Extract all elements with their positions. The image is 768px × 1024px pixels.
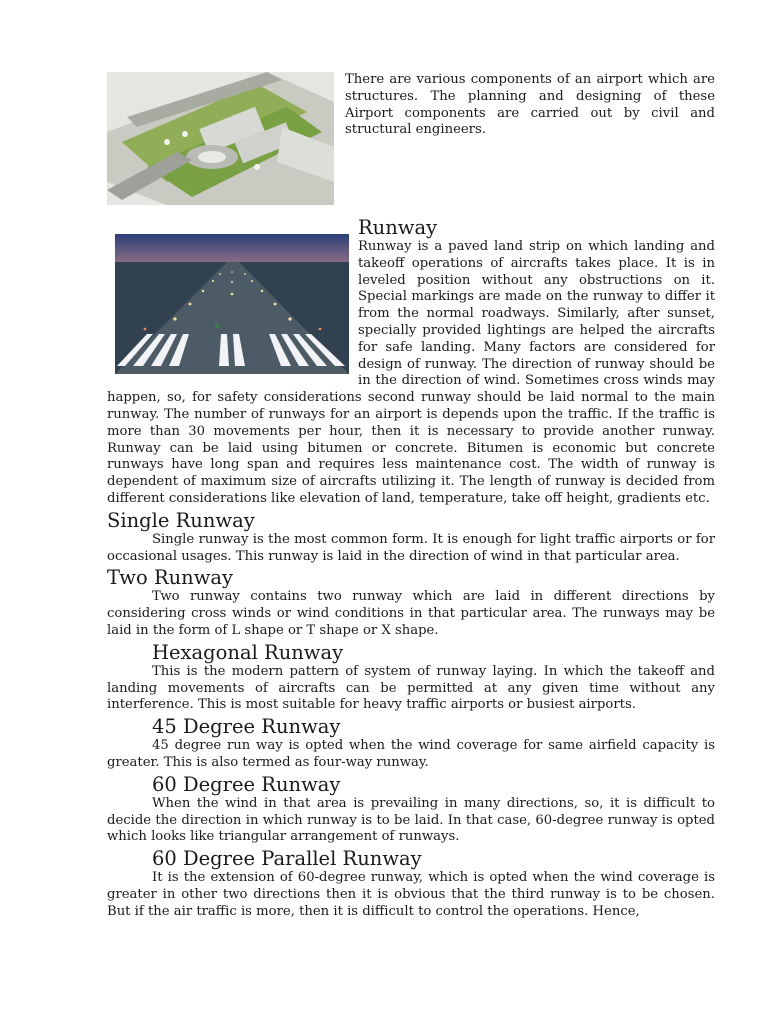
60-degree-parallel-runway-section xyxy=(107,847,715,920)
two-runway-section xyxy=(107,566,715,639)
45-degree-runway-paragraph: 45 degree run way is opted when the wind coverage for same airfield capacity is greater. This is also termed as four-way runway. xyxy=(107,738,715,770)
single-runway-heading: Single Runway xyxy=(107,508,255,532)
60-degree-runway-paragraph: When the wind in that area is prevailing in many directions, so, it is difficult to decide the direction in which runway is to be laid. In that case, 60-degree runway is opted which looks like triangular arrangement of runways. xyxy=(107,795,715,845)
60-degree-runway-heading: 60 Degree Runway xyxy=(152,772,341,796)
airport-model-image xyxy=(107,72,334,205)
60-degree-parallel-runway-heading: 60 Degree Parallel Runway xyxy=(152,847,422,871)
hexagonal-runway-section xyxy=(107,641,715,714)
runway-section xyxy=(107,216,715,508)
60-degree-parallel-runway-paragraph: It is the extension of 60-degree runway, which is opted when the wind coverage is greater in other two directions then it is obvious that the third runway is to be chosen. But if the air traffic is more, then it is difficult to control the operations. Hence, xyxy=(107,870,715,919)
45-degree-runway-heading: 45 Degree Runway xyxy=(152,715,341,739)
document-page xyxy=(107,72,715,921)
single-runway-paragraph: Single runway is the most common form. It is enough for light traffic airports or for occasional usages. This runway is laid in the direction of wind in that particular area. xyxy=(107,531,715,564)
two-runway-heading: Two Runway xyxy=(107,566,234,590)
intro-block xyxy=(107,72,715,206)
hexagonal-runway-paragraph: This is the modern pattern of system of runway laying. In which the takeoff and landing movements of aircrafts can be permitted at any given time without any interference. This is most suitable for heavy traffic airports or busiest airports. xyxy=(107,663,715,713)
runway-paragraph: Runway is a paved land strip on which landing and takeoff operations of aircrafts takes place. It is in leveled position without any obstructions on it. Special markings are made on the runway to differ it from the normal roadways. Similarly, after sunset, specially provided lightings are helped the aircrafts for safe landing. Many factors are considered for design of runway. The direction of runway should be in the direction of wind. Sometimes cross winds may happen, so, for safety considerations second runway should be laid normal to the main runway. The number of runways for an airport is depends upon the traffic. If the traffic is more than 30 movements per hour, then it is necessary to provide another runway. Runway can be laid using bitumen or concrete. Bitumen is economic but concrete runways have long span and requires less maintenance cost. The width of runway is dependent of maximum size of aircrafts utilizing it. The length of runway is decided from different considerations like elevation of land, temperature, take off height, gradients etc. xyxy=(107,239,715,506)
intro-paragraph: There are various components of an airport which are structures. The planning and designing of these Airport components are carried out by civil and structural engineers. xyxy=(345,72,715,138)
runway-heading: Runway xyxy=(358,216,438,239)
runway-photo-image xyxy=(115,234,349,374)
45-degree-runway-section xyxy=(107,715,715,772)
60-degree-runway-section xyxy=(107,773,715,846)
two-runway-paragraph: Two runway contains two runway which are laid in different directions by considering cross winds or wind conditions in that particular area. The runways may be laid in the form of L shape or T shape or X shape. xyxy=(107,589,715,638)
single-runway-section xyxy=(107,509,715,566)
hexagonal-runway-heading: Hexagonal Runway xyxy=(152,640,344,664)
